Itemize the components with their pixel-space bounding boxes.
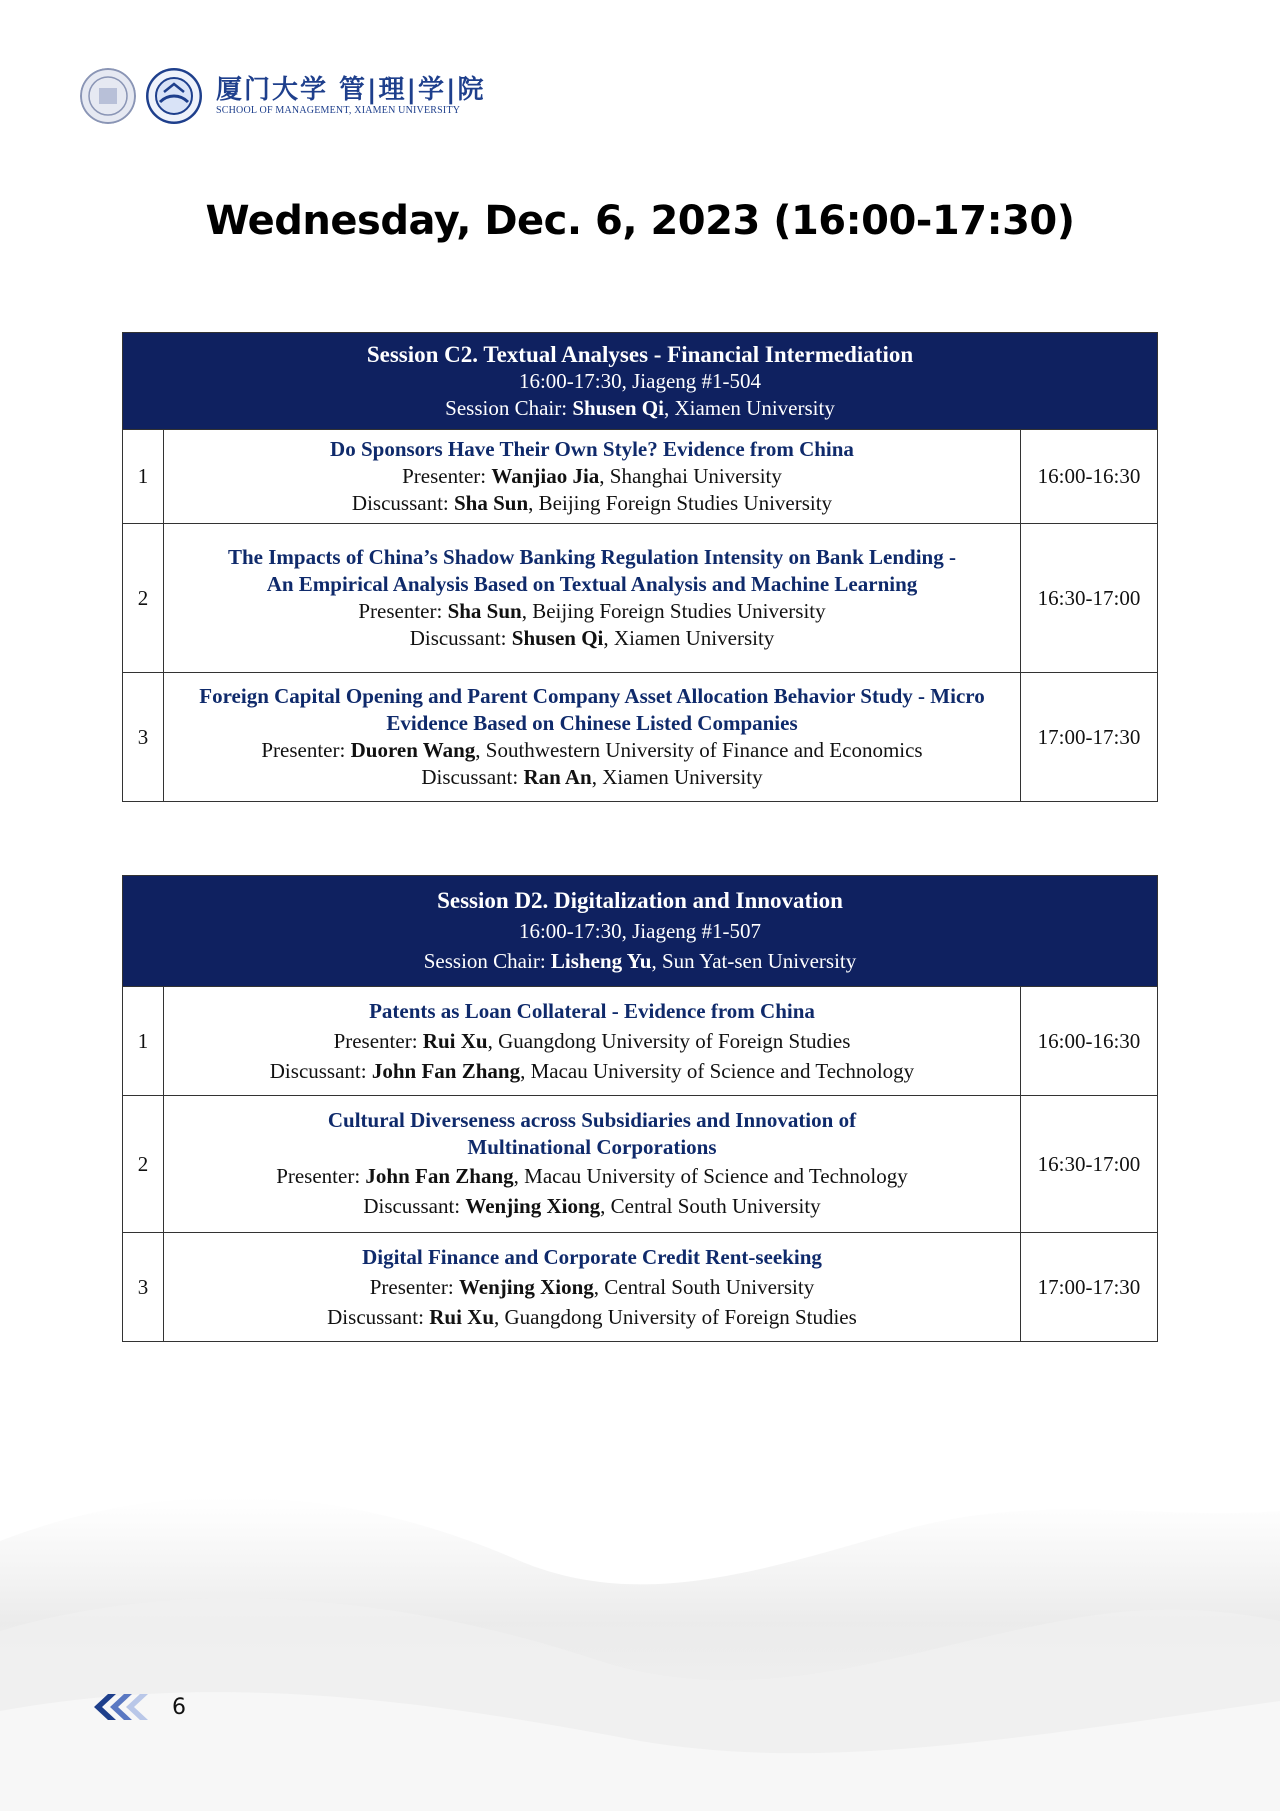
paper-time: 16:30-17:00 [1020, 524, 1157, 673]
chair-name: Lisheng Yu [550, 949, 652, 973]
chair-label: Session Chair: [423, 949, 551, 973]
presenter-name: Duoren Wang [350, 738, 476, 762]
session-time-room: 16:00-17:30, Jiageng #1-507 [518, 919, 762, 943]
discussant-line [170, 625, 1014, 652]
double-chevron-left-icon [86, 1692, 158, 1722]
paper-number: 3 [123, 1233, 164, 1342]
paper-cell [164, 1096, 1021, 1233]
discussant-affiliation: , Guangdong University of Foreign Studies [494, 1305, 857, 1329]
chair-label: Session Chair: [445, 395, 573, 420]
presenter-affiliation: , Guangdong University of Foreign Studies [487, 1029, 851, 1053]
session-title: Session C2. Textual Analyses - Financial Intermediation [366, 341, 914, 367]
paper-time: 16:00-16:30 [1020, 987, 1157, 1096]
discussant-name: Sha Sun [454, 491, 529, 515]
paper-number: 1 [123, 430, 164, 524]
session-header-row [123, 333, 1158, 430]
paper-cell [164, 430, 1021, 524]
discussant-label: Discussant: [421, 765, 524, 789]
session-header-row [123, 876, 1158, 987]
paper-number: 2 [123, 524, 164, 673]
presenter-name: Rui Xu [422, 1029, 488, 1053]
presenter-affiliation: , Southwestern University of Finance and Economics [475, 738, 923, 762]
school-emblem-icon [146, 68, 202, 124]
paper-title: Digital Finance and Corporate Credit Rent-seeking [362, 1245, 822, 1269]
presenter-label: Presenter: [402, 464, 492, 488]
presenter-line [170, 737, 1014, 764]
session-table-c2 [122, 332, 1158, 802]
paper-title: Do Sponsors Have Their Own Style? Evidence from China [330, 437, 854, 461]
session-chair [129, 395, 1151, 422]
table-row [123, 524, 1158, 673]
paper-time: 17:00-17:30 [1020, 1233, 1157, 1342]
discussant-affiliation: , Xiamen University [603, 626, 775, 650]
paper-title: The Impacts of China’s Shadow Banking Regulation Intensity on Bank Lending - An Empirical Analysis Based on Textual Analysis and Machine Learning [227, 545, 956, 596]
presenter-affiliation: , Shanghai University [599, 464, 782, 488]
discussant-label: Discussant: [327, 1305, 430, 1329]
page-title: Wednesday, Dec. 6, 2023 (16:00-17:30) [205, 198, 1075, 244]
table-row [123, 430, 1158, 524]
presenter-affiliation: , Macau University of Science and Technology [513, 1164, 908, 1188]
presenter-line [170, 463, 1014, 490]
chair-name: Shusen Qi [572, 395, 664, 420]
discussant-name: Wenjing Xiong [465, 1194, 601, 1218]
presenter-label: Presenter: [333, 1029, 423, 1053]
session-title: Session D2. Digitalization and Innovation [437, 888, 843, 913]
paper-time: 17:00-17:30 [1020, 673, 1157, 802]
presenter-name: Sha Sun [447, 599, 522, 623]
paper-title: Foreign Capital Opening and Parent Company Asset Allocation Behavior Study - Micro Evidence Based on Chinese Listed Companies [199, 684, 985, 735]
paper-cell [164, 1233, 1021, 1342]
session-table-d2 [122, 875, 1158, 1342]
session-header [123, 333, 1158, 430]
paper-number: 3 [123, 673, 164, 802]
discussant-line [170, 764, 1014, 791]
paper-cell [164, 987, 1021, 1096]
background-wave-decoration [0, 1451, 1280, 1811]
chair-affiliation: , Sun Yat-sen University [651, 949, 857, 973]
university-seal-icon [80, 68, 136, 124]
presenter-label: Presenter: [261, 738, 351, 762]
paper-title: Patents as Loan Collateral - Evidence from China [369, 999, 815, 1023]
university-logo [80, 64, 486, 128]
presenter-label: Presenter: [369, 1275, 459, 1299]
paper-time: 16:30-17:00 [1020, 1096, 1157, 1233]
paper-number: 2 [123, 1096, 164, 1233]
discussant-line [170, 1191, 1014, 1221]
presenter-line [170, 1161, 1014, 1191]
discussant-label: Discussant: [409, 626, 512, 650]
discussant-line [170, 490, 1014, 517]
presenter-affiliation: , Central South University [593, 1275, 815, 1299]
session-chair [129, 946, 1151, 976]
table-row [123, 1096, 1158, 1233]
discussant-label: Discussant: [269, 1059, 372, 1083]
discussant-line [170, 1056, 1014, 1086]
paper-title: Cultural Diverseness across Subsidiaries and Innovation of Multinational Corporations [327, 1108, 857, 1159]
presenter-line [170, 1026, 1014, 1056]
page-footer [86, 1692, 186, 1722]
presenter-line [170, 598, 1014, 625]
presenter-label: Presenter: [276, 1164, 366, 1188]
chair-affiliation: , Xiamen University [663, 395, 835, 420]
table-row [123, 1233, 1158, 1342]
discussant-affiliation: , Beijing Foreign Studies University [528, 491, 833, 515]
discussant-affiliation: , Macau University of Science and Technology [520, 1059, 915, 1083]
presenter-name: Wanjiao Jia [491, 464, 600, 488]
paper-time: 16:00-16:30 [1020, 430, 1157, 524]
discussant-name: John Fan Zhang [371, 1059, 521, 1083]
discussant-label: Discussant: [351, 491, 454, 515]
session-time-room: 16:00-17:30, Jiageng #1-504 [518, 368, 762, 393]
paper-cell [164, 524, 1021, 673]
logo-chinese-text: 厦门大学 管|理|学|院 [216, 75, 486, 105]
discussant-line [170, 1302, 1014, 1332]
paper-number: 1 [123, 987, 164, 1096]
presenter-name: John Fan Zhang [365, 1164, 514, 1188]
discussant-name: Ran An [523, 765, 592, 789]
discussant-name: Rui Xu [429, 1305, 494, 1329]
presenter-label: Presenter: [358, 599, 448, 623]
discussant-affiliation: , Xiamen University [591, 765, 763, 789]
presenter-affiliation: , Beijing Foreign Studies University [521, 599, 826, 623]
session-header [123, 876, 1158, 987]
discussant-name: Shusen Qi [511, 626, 604, 650]
presenter-name: Wenjing Xiong [458, 1275, 594, 1299]
presenter-line [170, 1272, 1014, 1302]
table-row [123, 987, 1158, 1096]
logo-english-text: SCHOOL OF MANAGEMENT, XIAMEN UNIVERSITY [216, 105, 461, 116]
paper-cell [164, 673, 1021, 802]
discussant-affiliation: , Central South University [600, 1194, 821, 1218]
page-number: 6 [172, 1694, 186, 1720]
discussant-label: Discussant: [363, 1194, 466, 1218]
table-row [123, 673, 1158, 802]
